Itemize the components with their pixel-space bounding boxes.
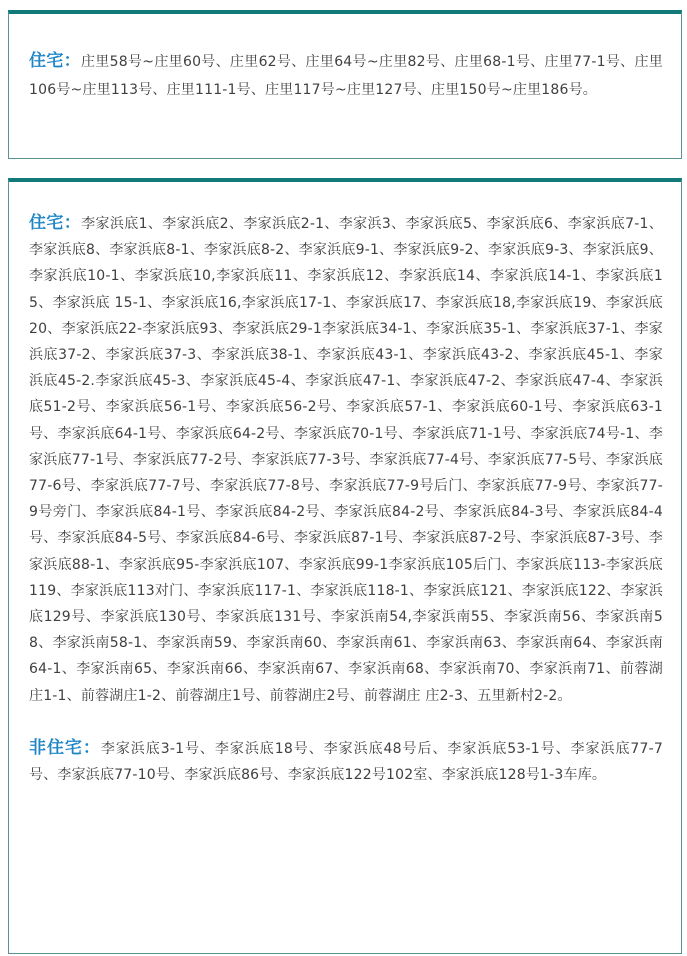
nonresidential-address-list: 李家浜底3-1号、李家浜底18号、李家浜底48号后、李家浜底53-1号、李家浜底77-7号、李家浜底77-10号、李家浜底86号、李家浜底122号102室、李家浜底128号1-3车库。 <box>29 740 663 784</box>
notice-card-zhuangli <box>8 10 682 159</box>
residential-paragraph <box>9 182 681 709</box>
residential-label: 住宅： <box>29 213 82 233</box>
notice-card-lijiabang <box>8 178 682 954</box>
residential-address-list: 李家浜底1、李家浜底2、李家浜底2-1、李家浜3、李家浜底5、李家浜底6、李家浜底7-1、李家浜底8、李家浜底8-1、李家浜底8-2、李家浜底9-1、李家浜底9-2、李家浜底9-3、李家浜底9、李家浜底10-1、李家浜底10,李家浜底11、李家浜底12、李家浜底14、李家浜底14-1、李家浜底15、李家浜底 15-1、李家浜底16,李家浜底17-1、李家浜底17、李家浜底18,李家浜底19、李家浜底20、李家浜底22-李家浜底93、李家浜底29-1李家浜底34-1、李家浜底35-1、李家浜底37-1、李家浜底37-2、李家浜底37-3、李家浜底38-1、李家浜底43-1、李家浜底43-2、李家浜底45-1、李家浜底45-2.李家浜底45-3、李家浜底45-4、李家浜底47-1、李家浜底47-2、李家浜底47-4、李家浜底51-2号、李家浜底56-1号、李家浜底56-2号、李家浜底57-1、李家浜底60-1号、李家浜底63-1号、李家浜底64-1号、李家浜底64-2号、李家浜底70-1号、李家浜底71-1号、李家浜底74号-1、李家浜底77-1号、李家浜底77-2号、李家浜底77-3号、李家浜底77-4号、李家浜底77-5号、李家浜底77-6号、李家浜底77-7号、李家浜底77-8号、李家浜底77-9号后门、李家浜底77-9号、李家浜77-9号旁门、李家浜底84-1号、李家浜底84-2号、李家浜底84-2号、李家浜底84-3号、李家浜底84-4号、李家浜底84-5号、李家浜底84-6号、李家浜底87-1号、李家浜底87-2号、李家浜底87-3号、李家浜底88-1、李家浜底95-李家浜底107、李家浜底99-1李家浜底105后门、李家浜底113-李家浜底119、李家浜底113对门、李家浜底117-1、李家浜底118-1、李家浜底121、李家浜底122、李家浜底129号、李家浜底130号、李家浜底131号、李家浜南54,李家浜南55、李家浜南56、李家浜南58、李家浜南58-1、李家浜南59、李家浜南60、李家浜南61、李家浜南63、李家浜南64、李家浜南64-1、李家浜南65、李家浜南66、李家浜南67、李家浜南68、李家浜南70、李家浜南71、前蓉湖庄1-1、前蓉湖庄1-2、前蓉湖庄1号、前蓉湖庄2号、前蓉湖庄 庄2-3、五里新村2-2。 <box>29 216 663 704</box>
residential-address-list: 庄里58号~庄里60号、庄里62号、庄里64号~庄里82号、庄里68-1号、庄里77-1号、庄里106号~庄里113号、庄里111-1号、庄里117号~庄里127号、庄里150号~庄里186号。 <box>29 54 663 98</box>
nonresidential-paragraph <box>9 709 681 788</box>
nonresidential-label: 非住宅： <box>29 737 101 758</box>
residential-label: 住宅： <box>29 51 81 71</box>
residential-paragraph <box>9 14 681 104</box>
